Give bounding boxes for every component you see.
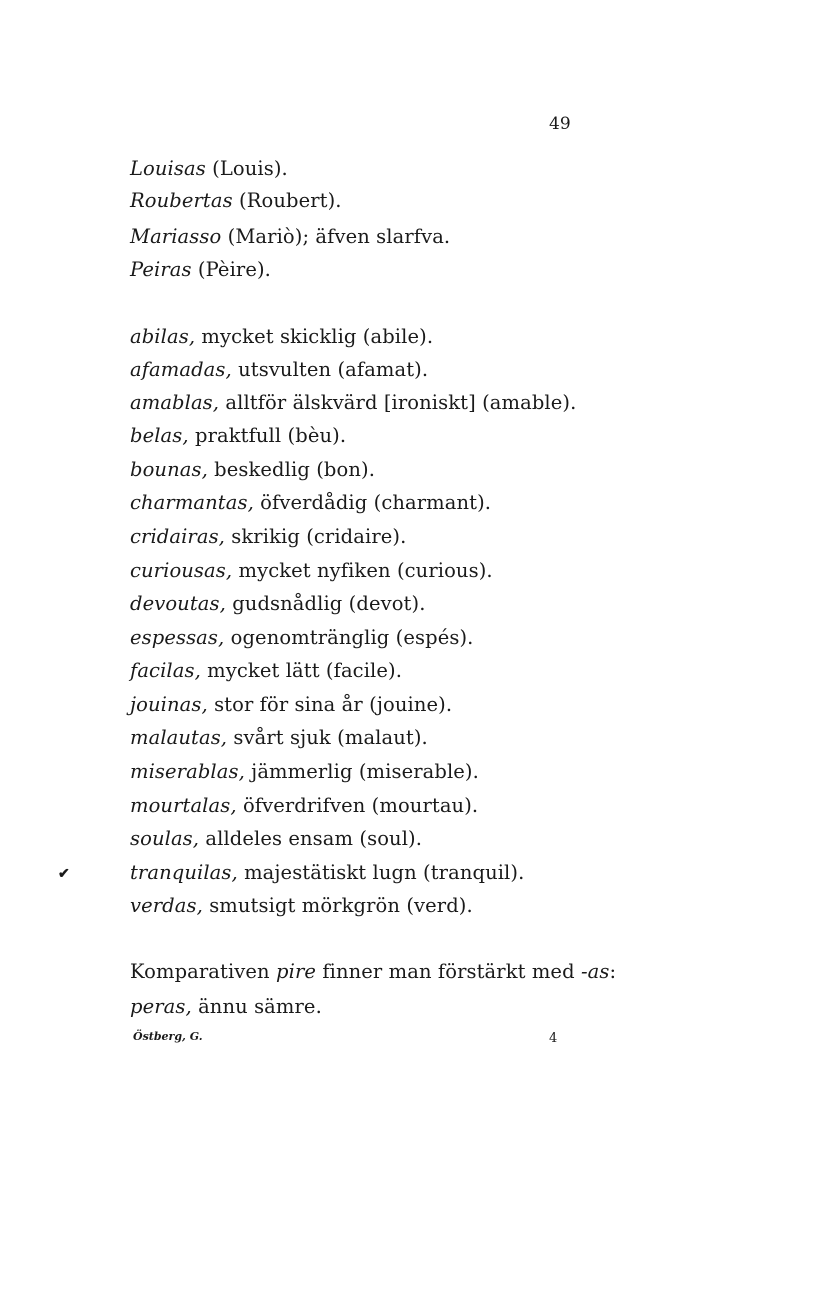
- adjective-entry: [130, 424, 346, 447]
- adjective-gloss: majestätiskt lugn (tranquil).: [237, 861, 525, 884]
- adjective-term: jouinas,: [130, 693, 208, 716]
- adjective-entry: [130, 726, 428, 749]
- adjective-entry: [130, 391, 576, 414]
- adjective-gloss: alltför älskvärd [ironiskt] (amable).: [219, 391, 577, 414]
- adjective-term: cridairas,: [130, 525, 225, 548]
- adjective-entry: [130, 659, 402, 682]
- adjective-term: verdas,: [130, 894, 203, 917]
- name-term: Mariasso: [130, 225, 222, 248]
- adjective-gloss: smutsigt mörkgrön (verd).: [202, 894, 473, 917]
- adjective-term: espessas,: [130, 626, 225, 649]
- adjective-entry: [130, 894, 473, 917]
- name-entry: [130, 157, 288, 180]
- name-gloss: (Mariò); äfven slarfva.: [221, 225, 451, 248]
- adjective-gloss: mycket nyfiken (curious).: [232, 559, 493, 582]
- adjective-entry: [130, 693, 452, 716]
- adjective-term: abilas,: [130, 325, 196, 348]
- name-term: Louisas: [130, 157, 206, 180]
- adjective-term: facilas,: [130, 659, 201, 682]
- adjective-entry: [130, 760, 479, 783]
- comparative-term: pire: [276, 960, 317, 983]
- adjective-term: mourtalas,: [130, 794, 237, 817]
- adjective-term: soulas,: [130, 827, 200, 850]
- adjective-entry: [130, 358, 428, 381]
- adjective-gloss: skrikig (cridaire).: [224, 525, 407, 548]
- name-term: Peiras: [130, 258, 192, 281]
- margin-mark-icon: ✔: [58, 866, 70, 882]
- adjective-gloss: ogenomtränglig (espés).: [224, 626, 474, 649]
- adjective-entry: [130, 861, 524, 884]
- adjective-entry: [130, 827, 422, 850]
- adjective-entry: [130, 491, 491, 514]
- signature-mark: 4: [549, 1031, 558, 1046]
- adjective-entry: [130, 458, 375, 481]
- adjective-term: curiousas,: [130, 559, 233, 582]
- adjective-gloss: mycket skicklig (abile).: [195, 325, 434, 348]
- adjective-gloss: gudsnådlig (devot).: [225, 592, 426, 615]
- name-entry: [130, 225, 450, 248]
- name-entry: [130, 189, 342, 212]
- adjective-gloss: öfverdådig (charmant).: [253, 491, 492, 514]
- name-gloss: (Roubert).: [232, 189, 342, 212]
- example-gloss: ännu sämre.: [191, 995, 322, 1018]
- comparative-suffix: -as: [580, 960, 610, 983]
- adjective-term: amablas,: [130, 391, 220, 414]
- name-term: Roubertas: [130, 189, 233, 212]
- adjective-term: afamadas,: [130, 358, 232, 381]
- adjective-gloss: mycket lätt (facile).: [200, 659, 403, 682]
- adjective-gloss: beskedlig (bon).: [207, 458, 375, 481]
- adjective-entry: [130, 325, 433, 348]
- adjective-entry: [130, 626, 473, 649]
- comparative-mid: finner man förstärkt med: [316, 960, 581, 983]
- comparative-pre: Komparativen: [130, 960, 277, 983]
- comparative-sentence: [130, 960, 616, 983]
- example-entry: [130, 995, 322, 1018]
- name-entry: [130, 258, 271, 281]
- footer-author: Östberg, G.: [133, 1030, 203, 1043]
- adjective-gloss: svårt sjuk (malaut).: [227, 726, 428, 749]
- adjective-term: tranquilas,: [130, 861, 238, 884]
- comparative-post: :: [609, 960, 617, 983]
- adjective-term: malautas,: [130, 726, 228, 749]
- adjective-entry: [130, 559, 493, 582]
- adjective-entry: [130, 592, 426, 615]
- adjective-gloss: alldeles ensam (soul).: [199, 827, 423, 850]
- adjective-gloss: praktfull (bèu).: [188, 424, 347, 447]
- adjective-gloss: utsvulten (afamat).: [231, 358, 429, 381]
- adjective-term: miserablas,: [130, 760, 245, 783]
- name-gloss: (Louis).: [205, 157, 288, 180]
- name-gloss: (Pèire).: [191, 258, 271, 281]
- adjective-term: belas,: [130, 424, 189, 447]
- adjective-gloss: öfverdrifven (mourtau).: [236, 794, 479, 817]
- adjective-term: charmantas,: [130, 491, 254, 514]
- adjective-term: bounas,: [130, 458, 208, 481]
- adjective-entry: [130, 794, 478, 817]
- adjective-term: devoutas,: [130, 592, 226, 615]
- adjective-gloss: jämmerlig (miserable).: [244, 760, 479, 783]
- example-term: peras,: [130, 995, 192, 1018]
- adjective-gloss: stor för sina år (jouine).: [207, 693, 453, 716]
- adjective-entry: [130, 525, 406, 548]
- page-number: 49: [549, 114, 571, 134]
